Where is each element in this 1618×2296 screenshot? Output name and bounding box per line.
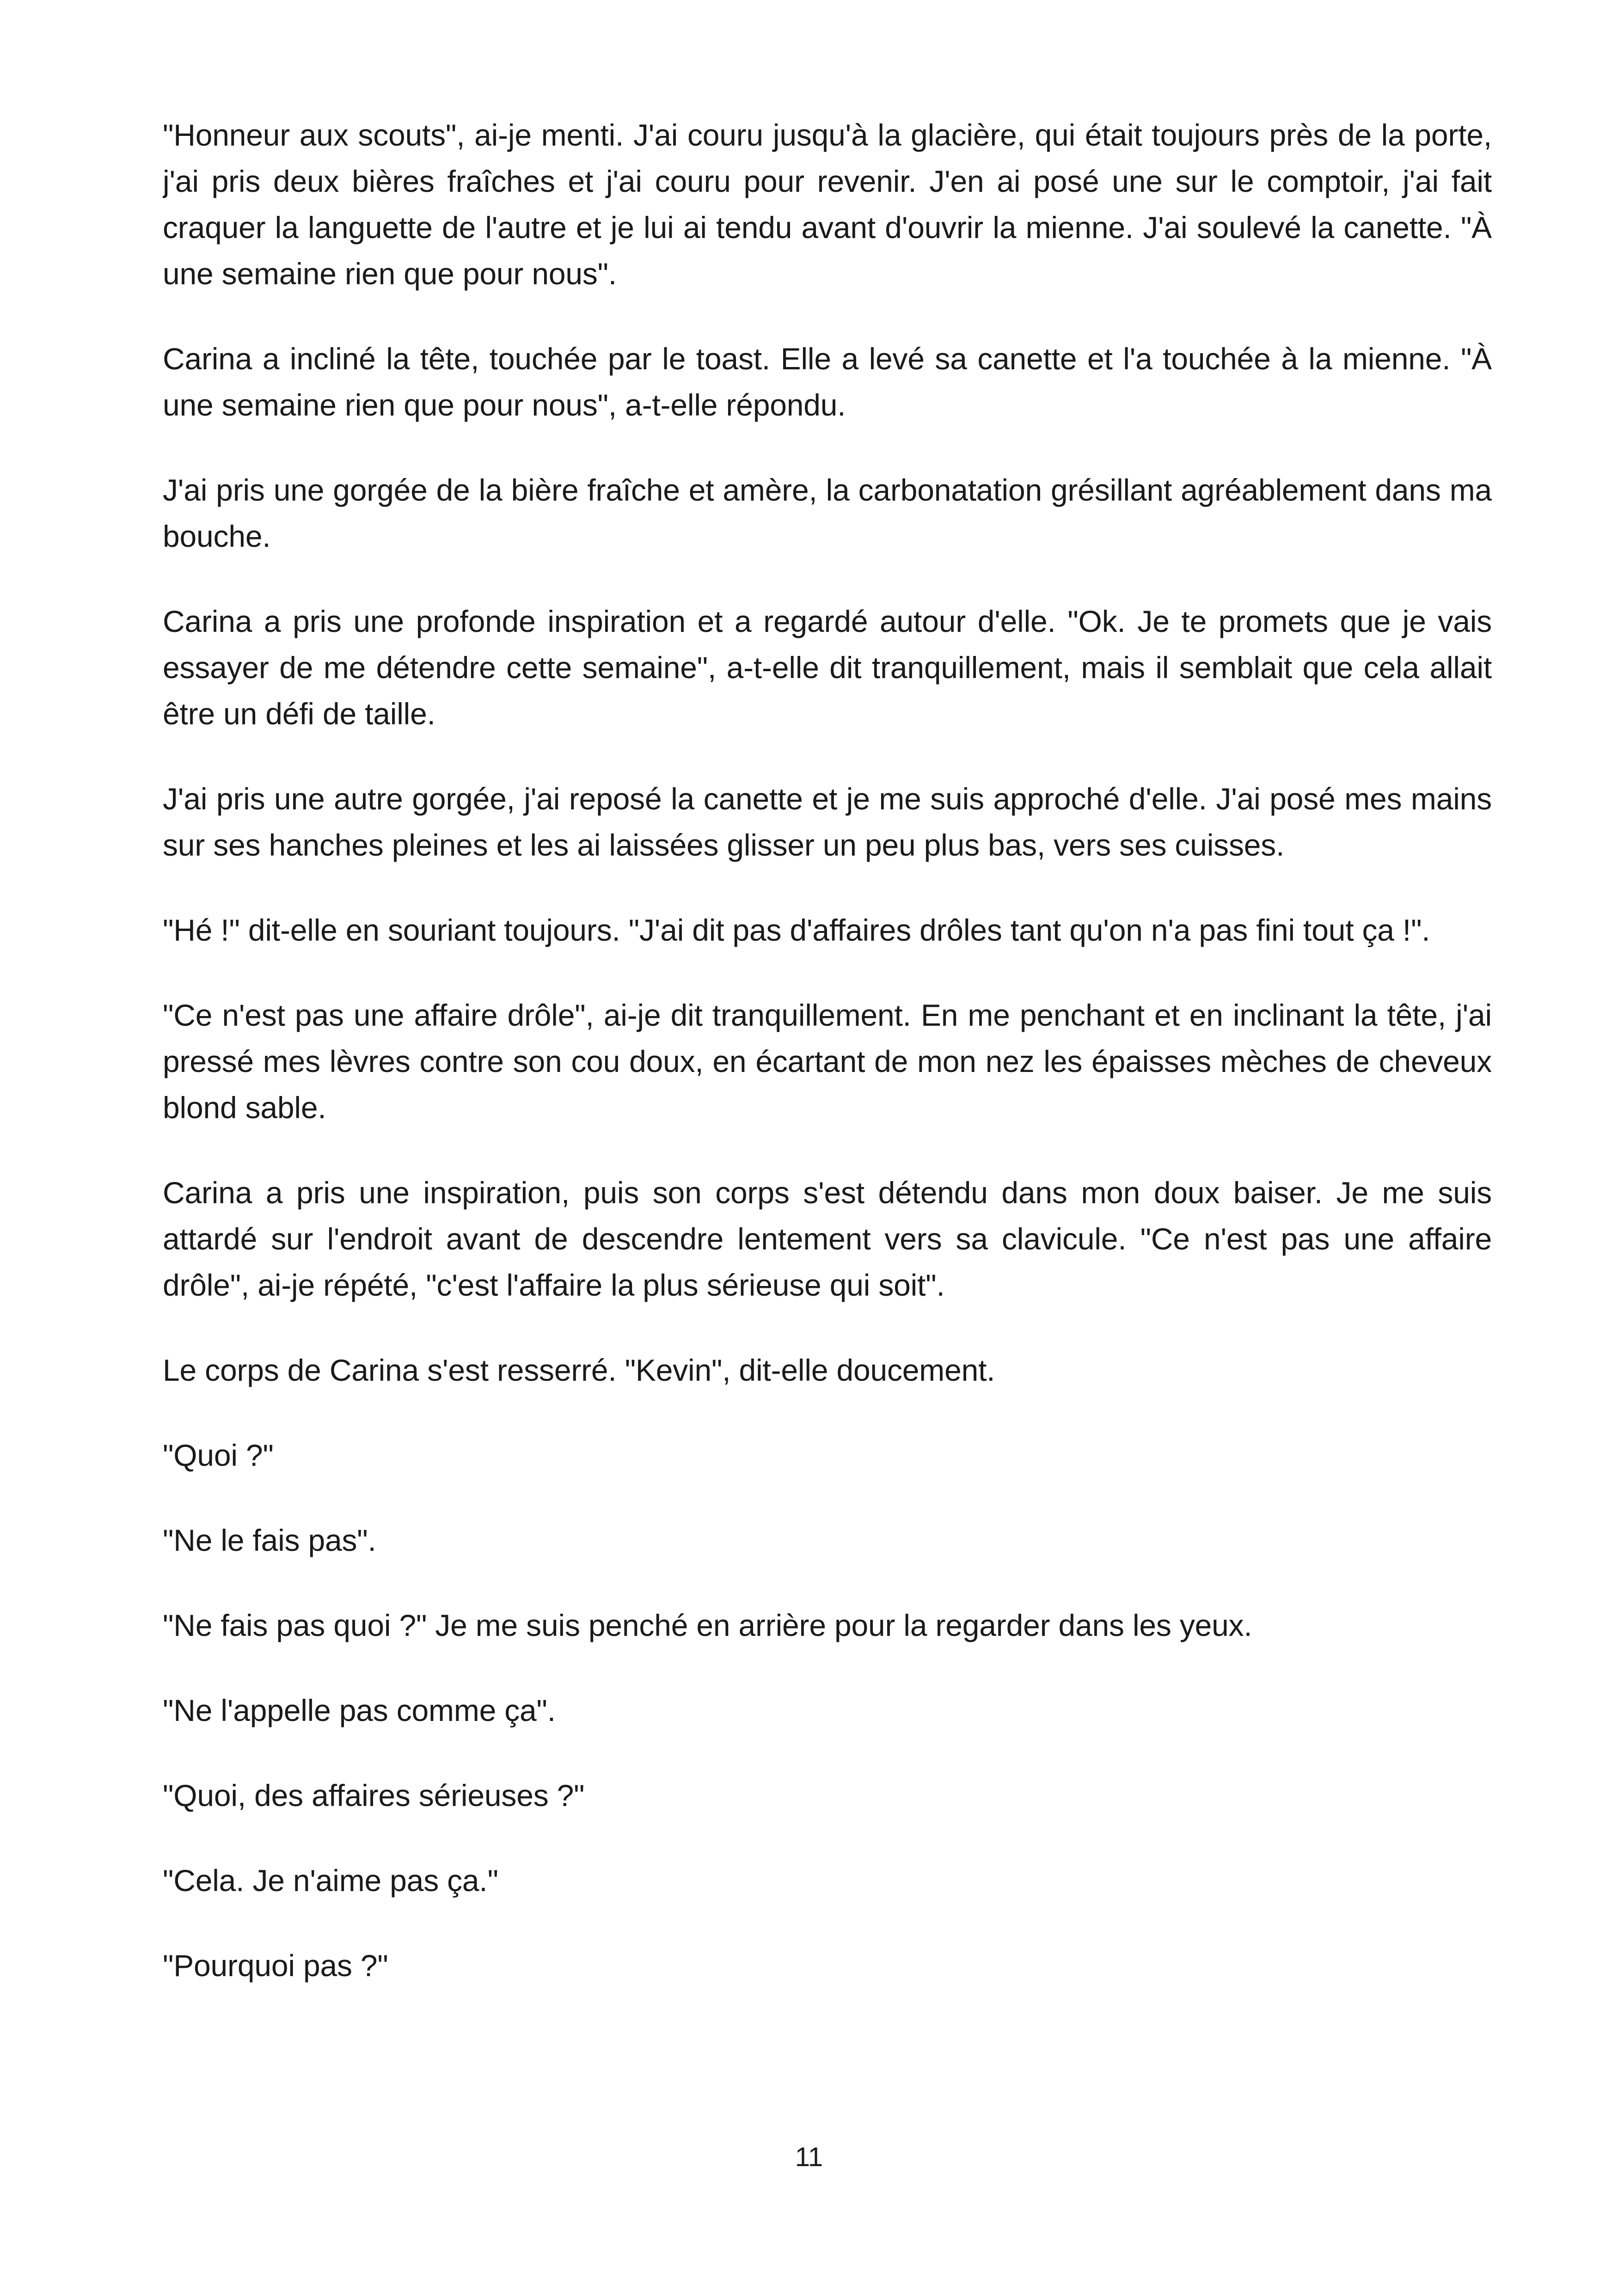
paragraph-3: J'ai pris une gorgée de la bière fraîche et amère, la carbonatation grésillant agréablement dans ma bouche.	[163, 473, 1492, 553]
paragraph-9: Le corps de Carina s'est resserré. "Kevin", dit-elle doucement.	[163, 1353, 995, 1387]
paragraph-4: Carina a pris une profonde inspiration et a regardé autour d'elle. "Ok. Je te promets que je vais essayer de me détendre cette semaine", a-t-elle dit tranquillement, mais il semblait que cela allait être un défi de taille.	[163, 604, 1492, 731]
paragraph-12: "Ne fais pas quoi ?" Je me suis penché en arrière pour la regarder dans les yeux.	[163, 1608, 1252, 1642]
paragraph-16: "Pourquoi pas ?"	[163, 1948, 388, 1983]
page-number: 11	[795, 2142, 823, 2172]
paragraph-10: "Quoi ?"	[163, 1438, 274, 1472]
paragraph-8: Carina a pris une inspiration, puis son corps s'est détendu dans mon doux baiser. Je me suis attardé sur l'endroit avant de descendre lentement vers sa clavicule. "Ce n'est pas une affaire drôle", ai-je répété, "c'est l'affaire la plus sérieuse qui soit".	[163, 1176, 1492, 1302]
paragraph-2: Carina a incliné la tête, touchée par le toast. Elle a levé sa canette et l'a touchée à la mienne. "À une semaine rien que pour nous", a-t-elle répondu.	[163, 342, 1492, 422]
paragraph-14: "Quoi, des affaires sérieuses ?"	[163, 1778, 585, 1812]
paragraph-6: "Hé !" dit-elle en souriant toujours. "J'ai dit pas d'affaires drôles tant qu'on n'a pas fini tout ça !".	[163, 913, 1430, 947]
paragraph-11: "Ne le fais pas".	[163, 1523, 376, 1557]
paragraph-15: "Cela. Je n'aime pas ça."	[163, 1863, 498, 1898]
paragraph-1: "Honneur aux scouts", ai-je menti. J'ai couru jusqu'à la glacière, qui était toujours près de la porte, j'ai pris deux bières fraîches et j'ai couru pour revenir. J'en ai posé une sur le comptoir, j'ai fait craquer la languette de l'autre et je lui ai tendu avant d'ouvrir la mienne. J'ai soulevé la canette. "À une semaine rien que pour nous".	[163, 118, 1492, 291]
page-body	[163, 112, 1492, 2169]
paragraph-13: "Ne l'appelle pas comme ça".	[163, 1693, 556, 1727]
paragraph-5: J'ai pris une autre gorgée, j'ai reposé la canette et je me suis approché d'elle. J'ai posé mes mains sur ses hanches pleines et les ai laissées glisser un peu plus bas, vers ses cuisses.	[163, 782, 1492, 862]
paragraph-7: "Ce n'est pas une affaire drôle", ai-je dit tranquillement. En me penchant et en inclinant la tête, j'ai pressé mes lèvres contre son cou doux, en écartant de mon nez les épaisses mèches de cheveux blond sable.	[163, 998, 1492, 1125]
